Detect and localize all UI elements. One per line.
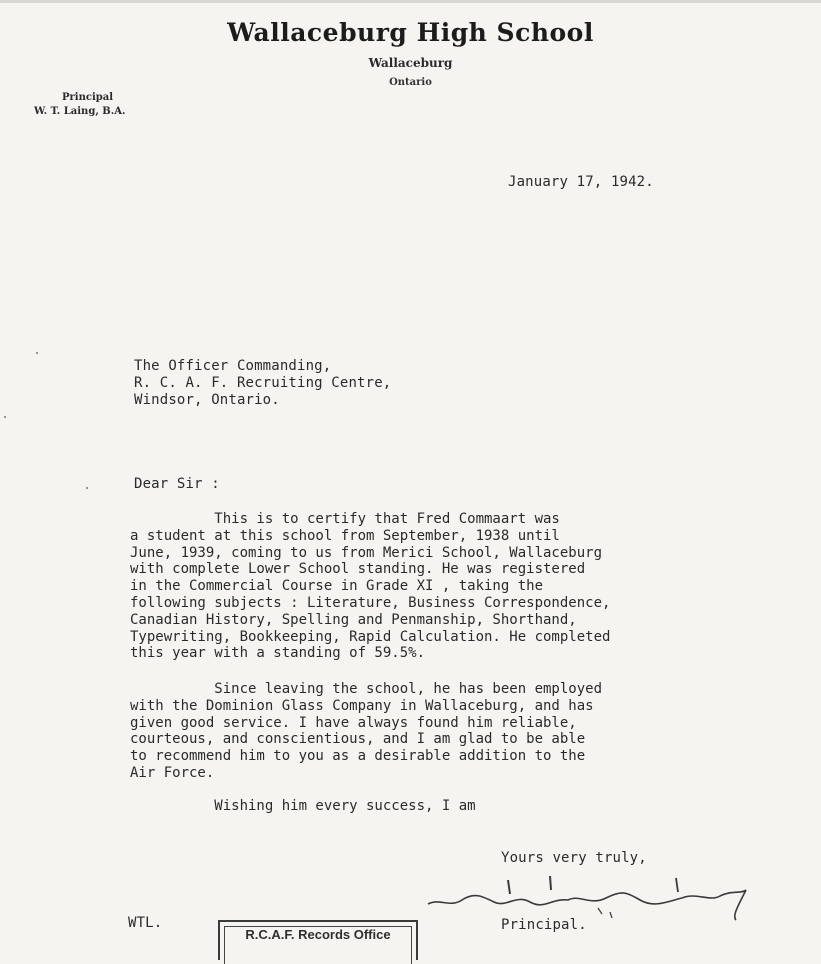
school-province: Ontario bbox=[389, 77, 432, 88]
page-edge bbox=[0, 0, 821, 3]
paragraph-employment bbox=[130, 681, 730, 782]
text-line: a student at this school from September, 1938 until bbox=[130, 527, 560, 544]
text-line: Since leaving the school, he has been employed bbox=[130, 681, 603, 697]
paper-speck bbox=[4, 416, 6, 418]
recipient-line-1: The Officer Commanding, bbox=[134, 358, 332, 374]
text-line: this year with a standing of 59.5%. bbox=[130, 645, 426, 662]
school-town: Wallaceburg bbox=[368, 56, 453, 70]
text-line: Canadian History, Spelling and Penmanship, Shorthand, bbox=[130, 611, 577, 628]
recipient-line-3: Windsor, Ontario. bbox=[134, 392, 280, 408]
paper-speck bbox=[86, 487, 88, 489]
text-line: June, 1939, coming to us from Merici School, Wallaceburg bbox=[130, 544, 603, 561]
text-line: Wishing him every success, I am bbox=[130, 798, 476, 814]
stamp-text: R.C.A.F. Records Office bbox=[245, 927, 391, 942]
text-line: Typewriting, Bookkeeping, Rapid Calculation. He completed bbox=[130, 628, 611, 645]
principal-name: W. T. Laing, B.A. bbox=[34, 106, 126, 117]
principal-title: Principal bbox=[62, 92, 114, 103]
text-line: This is to certify that Fred Commaart was bbox=[130, 511, 560, 527]
text-line: courteous, and conscientious, and I am glad to be able bbox=[130, 731, 586, 748]
handwritten-signature bbox=[420, 872, 760, 924]
text-line: with complete Lower School standing. He was registered bbox=[130, 561, 586, 578]
text-line: following subjects : Literature, Business Correspondence, bbox=[130, 594, 611, 611]
recipient-line-2: R. C. A. F. Recruiting Centre, bbox=[134, 375, 392, 391]
text-line: to recommend him to you as a desirable addition to the bbox=[130, 748, 586, 765]
stamp-inner-border bbox=[224, 926, 412, 964]
paragraph-wishes bbox=[130, 798, 730, 815]
paper-speck bbox=[36, 352, 38, 354]
text-line: with the Dominion Glass Company in Wallaceburg, and has bbox=[130, 697, 594, 714]
text-line: Air Force. bbox=[130, 764, 215, 781]
paragraph-certification bbox=[130, 511, 730, 662]
text-line: given good service. I have always found him reliable, bbox=[130, 714, 577, 731]
closing: Yours very truly, bbox=[501, 850, 647, 866]
salutation: Dear Sir : bbox=[134, 476, 220, 492]
letter-date: January 17, 1942. bbox=[508, 174, 654, 190]
signature-title: Principal. bbox=[501, 917, 587, 933]
typist-initials: WTL. bbox=[128, 915, 163, 931]
school-name: Wallaceburg High School bbox=[227, 18, 594, 47]
text-line: in the Commercial Course in Grade XI , taking the bbox=[130, 578, 544, 595]
records-office-stamp bbox=[218, 920, 418, 960]
